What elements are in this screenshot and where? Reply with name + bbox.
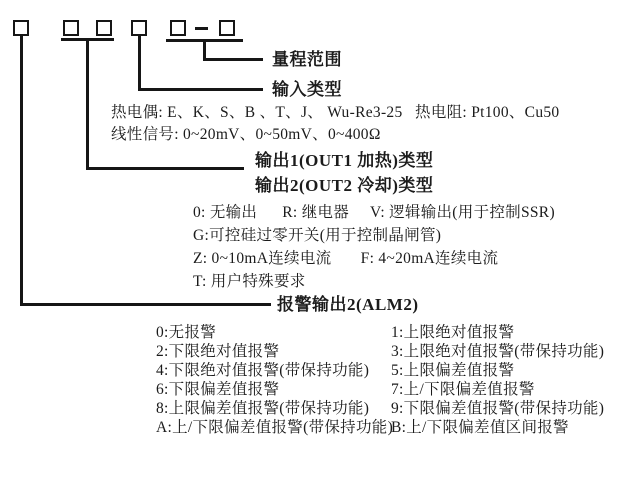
alarm-connector-horizontal — [20, 303, 271, 306]
linear-signal-note-line: 线性信号: 0~20mV、0~50mV、0~400Ω — [111, 126, 381, 143]
alarm-options-left-column — [156, 323, 393, 437]
alarm-option-left-1: 2:下限绝对值报警 — [156, 343, 280, 360]
output1-label: 输出1(OUT1 加热)类型 — [255, 151, 434, 170]
output-connector-vertical — [86, 40, 89, 170]
input-type-connector-horizontal — [138, 88, 263, 91]
alarm-option-right-5: B:上/下限偏差值区间报警 — [391, 419, 569, 436]
range-connector-horizontal — [203, 58, 263, 61]
output-option-line-3: Z: 0~10mA连续电流 F: 4~20mA连续电流 — [193, 250, 499, 267]
alarm-option-right-4: 9:下限偏差值报警(带保持功能) — [391, 400, 605, 417]
alarm-option-left-5: A:上/下限偏差值报警(带保持功能) — [156, 419, 394, 436]
dash-separator — [195, 27, 208, 30]
alarm-option-left-3: 6:下限偏差值报警 — [156, 381, 280, 398]
alarm-option-right-0: 1:上限绝对值报警 — [391, 324, 515, 341]
model-code-box-6 — [219, 20, 235, 36]
input-type-label: 输入类型 — [272, 80, 342, 99]
input-type-connector-vertical — [138, 36, 141, 90]
alarm-option-left-4: 8:上限偏差值报警(带保持功能) — [156, 400, 370, 417]
alarm-options-right-column — [391, 323, 604, 437]
model-code-box-3 — [96, 20, 112, 36]
model-code-box-5 — [170, 20, 186, 36]
output-connector-horizontal — [86, 167, 244, 170]
output2-label: 输出2(OUT2 冷却)类型 — [255, 176, 434, 195]
alarm-option-right-2: 5:上限偏差值报警 — [391, 362, 515, 379]
range-connector-vertical — [203, 40, 206, 60]
output-option-line-1: 0: 无输出 R: 继电器 V: 逻辑输出(用于控制SSR) — [193, 204, 555, 221]
output-option-line-4: T: 用户特殊要求 — [193, 273, 306, 290]
model-code-box-4 — [131, 20, 147, 36]
model-code-box-1 — [13, 20, 29, 36]
alarm-label: 报警输出2(ALM2) — [277, 295, 419, 314]
output-option-line-2: G:可控硅过零开关(用于控制晶闸管) — [193, 227, 442, 244]
alarm-option-left-0: 0:无报警 — [156, 324, 217, 341]
alarm-option-right-3: 7:上/下限偏差值报警 — [391, 381, 535, 398]
model-code-box-2 — [63, 20, 79, 36]
thermocouple-note-line: 热电偶: E、K、S、B 、T、J、 Wu-Re3-25 热电阻: Pt100、Cu50 — [111, 104, 560, 121]
alarm-option-right-1: 3:上限绝对值报警(带保持功能) — [391, 343, 605, 360]
range-label: 量程范围 — [272, 50, 342, 69]
alarm-connector-vertical — [20, 36, 23, 306]
alarm-option-left-2: 4:下限绝对值报警(带保持功能) — [156, 362, 370, 379]
